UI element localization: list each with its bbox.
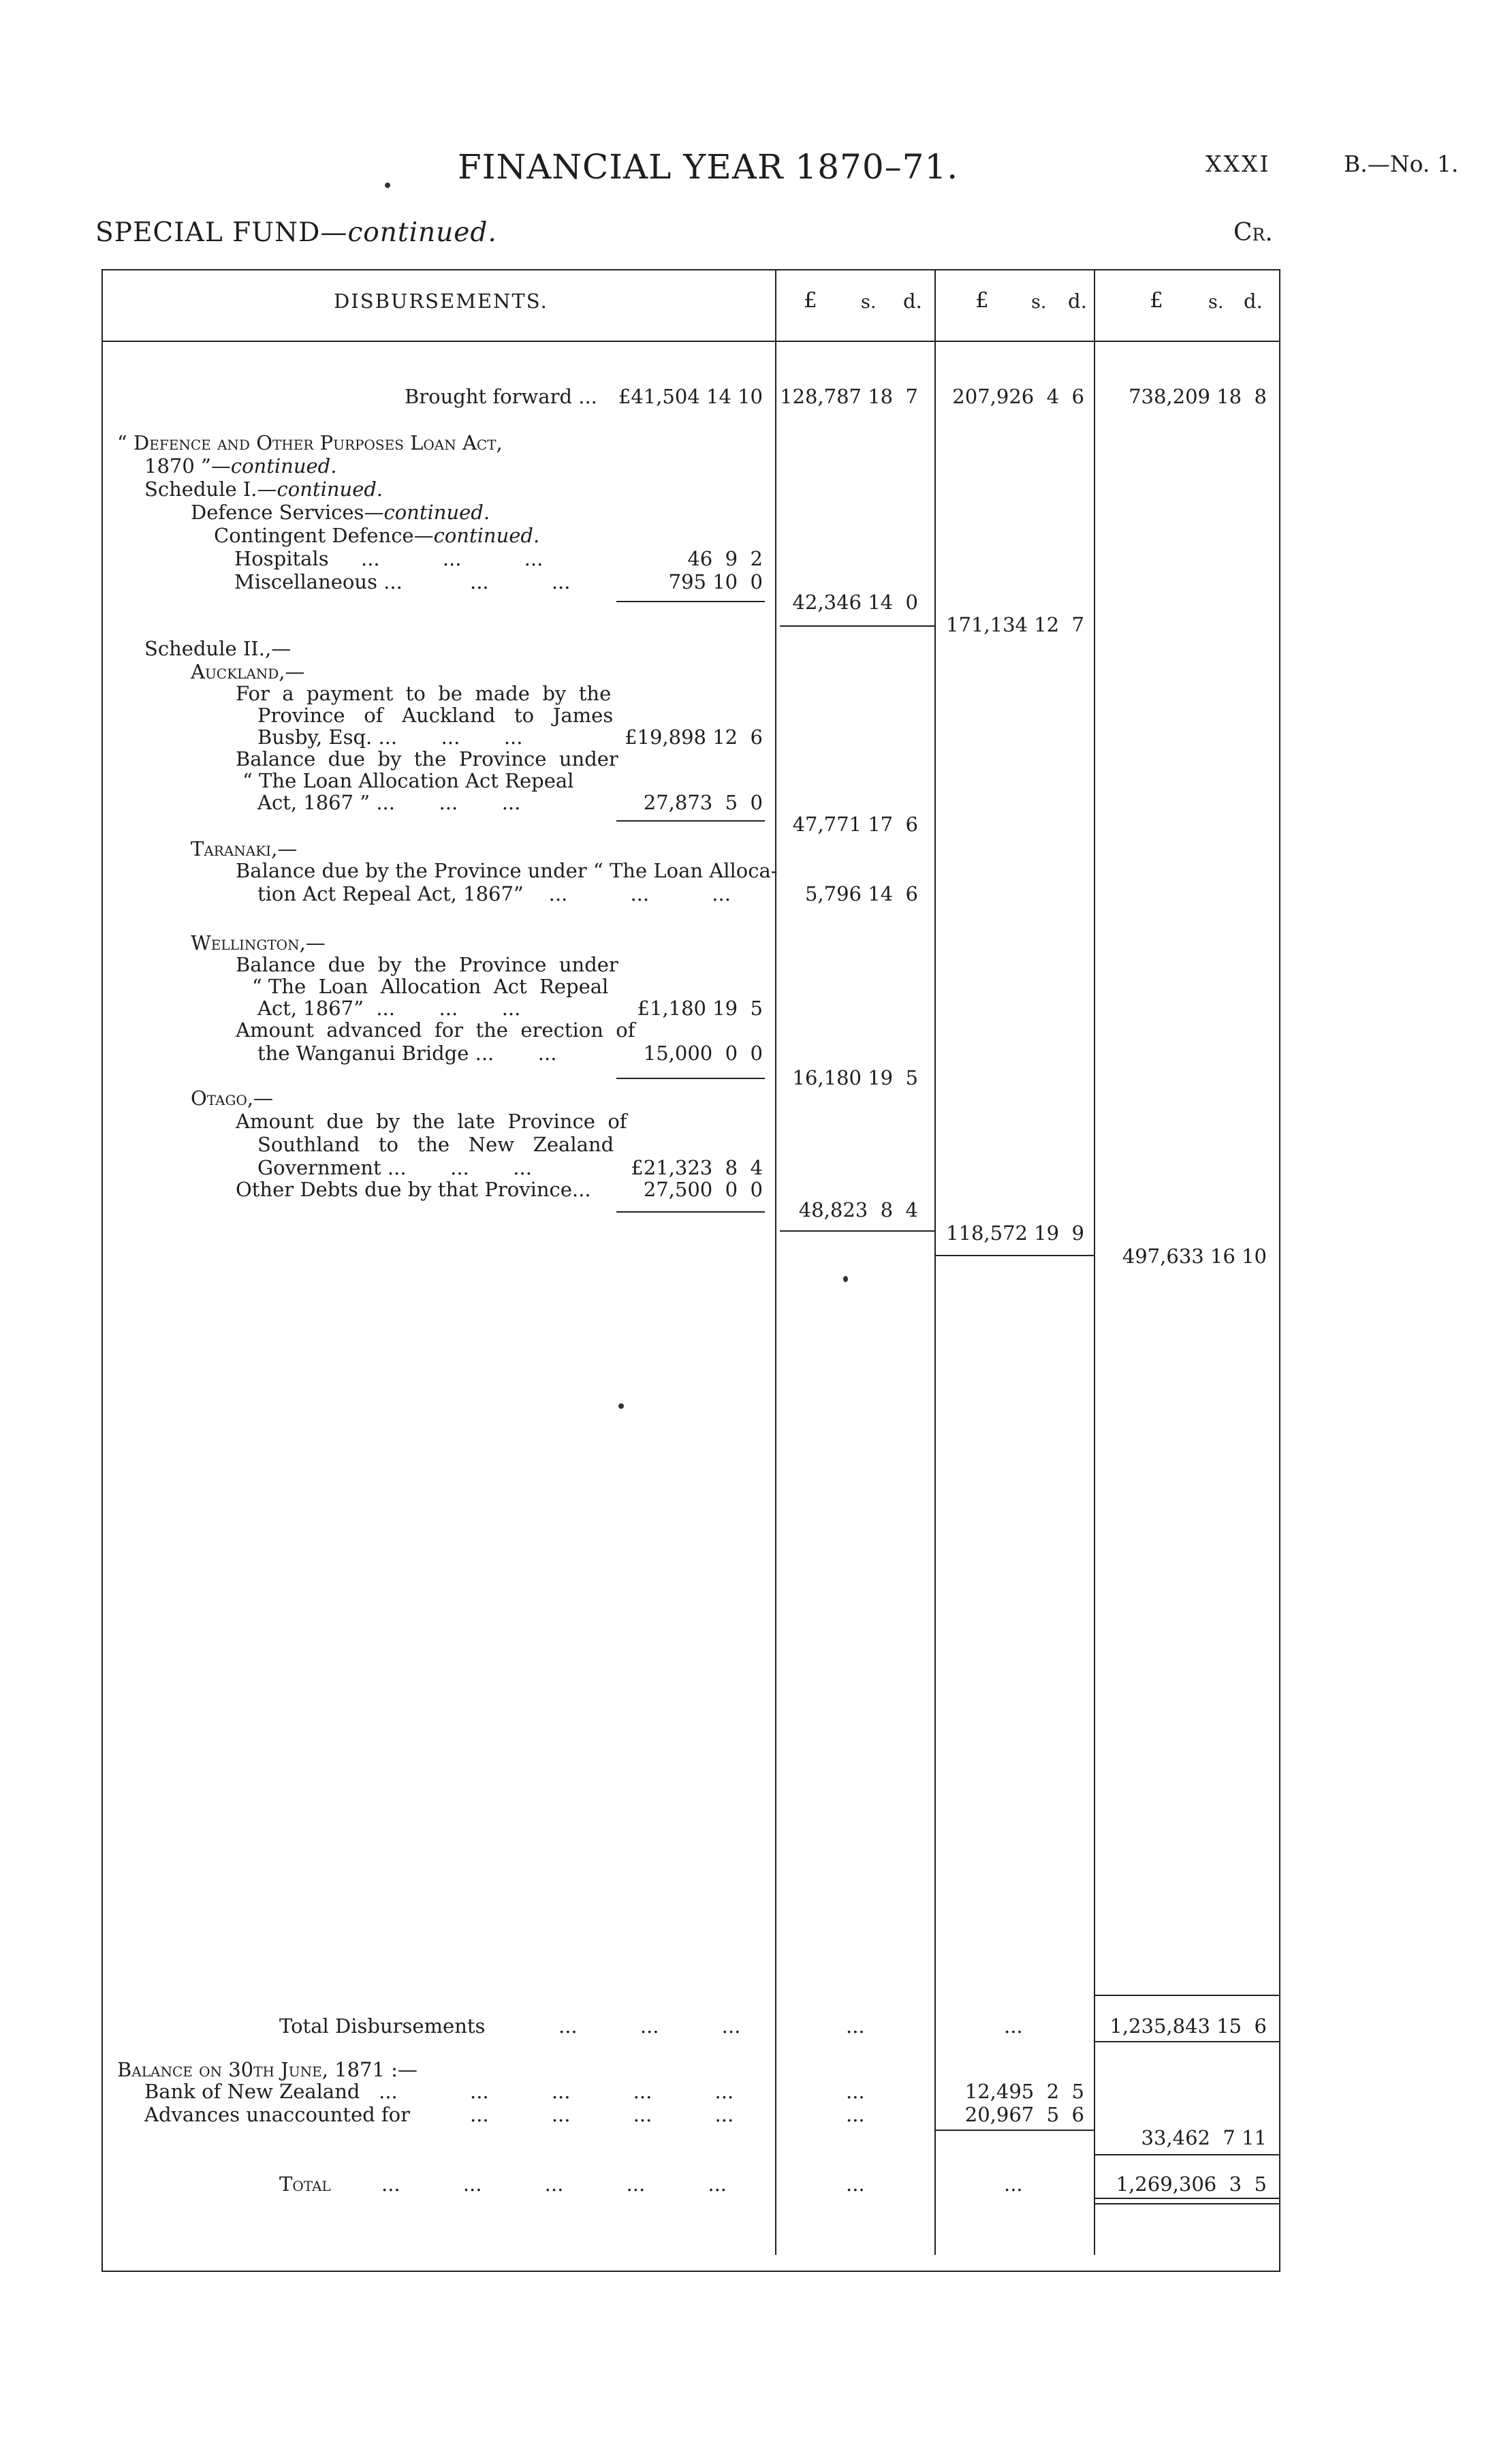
total-disbursements-col1-dots: ...	[846, 2014, 865, 2038]
defence-services-heading: Defence Services—continued.	[191, 501, 490, 524]
otago-line-2: Southland to the New Zealand	[257, 1133, 614, 1156]
bank-value: 12,495 2 5	[964, 2080, 1084, 2103]
auckland-total: 47,771 17 6	[792, 813, 918, 836]
wellington-bridge-amount: 15,000 0 0	[643, 1042, 763, 1065]
wellington-balance-amount: £1,180 19 5	[637, 997, 763, 1020]
auckland-line-5: “ The Loan Allocation Act Repeal	[242, 769, 574, 792]
grand-total-rule	[1094, 2154, 1279, 2155]
wellington-line-3: Act, 1867” ... ... ...	[257, 997, 521, 1020]
balance-total: 33,462 7 11	[1141, 2126, 1267, 2149]
disbursements-header: DISBURSEMENTS.	[334, 290, 548, 313]
grand-total-value: 1,269,306 3 5	[1116, 2172, 1267, 2196]
act-subtotal: 497,633 16 10	[1122, 1245, 1267, 1268]
act-title: “ Defence and Other Purposes Loan Act,	[117, 431, 503, 454]
document-reference: B.—No. 1.	[1344, 151, 1459, 177]
col1-pence-header: d.	[903, 290, 922, 313]
grand-total-col1-dots: ...	[846, 2172, 865, 2196]
column-divider-1	[775, 269, 776, 2255]
print-speck	[618, 1403, 624, 1409]
brought-forward-col1: 128,787 18 7	[780, 385, 918, 408]
auckland-line-3: Busby, Esq. ... ... ...	[257, 726, 523, 749]
hospitals-leaders: ... ... ...	[361, 547, 544, 570]
col2-pence-header: d.	[1068, 290, 1087, 313]
otago-line-4: Other Debts due by that Province...	[236, 1178, 591, 1201]
print-speck	[385, 183, 390, 188]
total-disbursements-leaders: ... ... ...	[558, 2014, 741, 2038]
auckland-line-6: Act, 1867 ” ... ... ...	[257, 791, 521, 814]
wellington-sum-rule	[616, 1078, 765, 1079]
print-speck	[843, 1276, 848, 1282]
fund-continued: continued.	[347, 217, 497, 248]
page-number-roman: XXXI	[1206, 151, 1271, 177]
advances-label: Advances unaccounted for	[144, 2103, 410, 2126]
brought-forward-label: Brought forward ...	[405, 385, 597, 408]
column-divider-2	[934, 269, 936, 2255]
advances-col1-dots: ...	[846, 2103, 865, 2126]
auckland-line-1: For a payment to be made by the	[236, 682, 612, 705]
col3-pence-header: d.	[1244, 290, 1263, 313]
taranaki-line-1: Balance due by the Province under “ The Loan Alloca-	[236, 859, 778, 882]
otago-southland-amount: £21,323 8 4	[631, 1156, 763, 1179]
table-top-rule	[102, 269, 1280, 270]
otago-total: 48,823 8 4	[798, 1198, 918, 1221]
grand-total-label: Total	[279, 2172, 331, 2196]
bank-col1-dots: ...	[846, 2080, 865, 2103]
contingent-sum-rule	[616, 601, 765, 602]
advances-value: 20,967 5 6	[964, 2103, 1084, 2126]
col3-pound-header: £	[1150, 288, 1163, 313]
brought-forward-col2: 207,926 4 6	[952, 385, 1084, 408]
contingent-defence-heading: Contingent Defence—continued.	[214, 524, 540, 547]
table-bottom-rule	[102, 2271, 1280, 2272]
grand-total-leaders: ... ... ... ... ...	[381, 2172, 727, 2196]
schedule-1-heading: Schedule I.—continued.	[144, 478, 383, 501]
wellington-line-4: Amount advanced for the erection of	[236, 1018, 635, 1042]
otago-heading: Otago,—	[191, 1087, 274, 1110]
grand-total-col2-dots: ...	[1004, 2172, 1023, 2196]
schedule-2-col2-rule	[935, 1255, 1094, 1256]
auckland-busby-amount: £19,898 12 6	[625, 726, 763, 749]
contingent-subtotal: 42,346 14 0	[792, 591, 918, 614]
header-rule	[102, 341, 1280, 342]
hospitals-label: Hospitals	[234, 547, 329, 570]
otago-line-1: Amount due by the late Province of	[236, 1110, 627, 1133]
right-border	[1279, 269, 1280, 2272]
wellington-heading: Wellington,—	[191, 931, 326, 954]
advances-leaders: ... ... ... ...	[470, 2103, 734, 2126]
auckland-line-4: Balance due by the Province under	[236, 747, 618, 770]
otago-sum-rule	[616, 1211, 765, 1213]
brought-forward-col3: 738,209 18 8	[1129, 385, 1267, 408]
col2-pound-header: £	[975, 288, 989, 313]
fund-label: SPECIAL FUND—	[95, 217, 348, 248]
taranaki-heading: Taranaki,—	[191, 837, 298, 860]
schedule-1-sum-rule	[780, 625, 935, 627]
col3-shilling-header: s.	[1208, 292, 1224, 313]
total-disbursements-value: 1,235,843 15 6	[1109, 2014, 1267, 2038]
taranaki-total: 5,796 14 6	[804, 882, 918, 905]
total-disbursements-label: Total Disbursements	[279, 2014, 486, 2038]
total-disbursements-under-rule	[1094, 2041, 1279, 2042]
col1-pound-header: £	[804, 288, 817, 313]
column-divider-3	[1094, 269, 1095, 2255]
wellington-line-2: “ The Loan Allocation Act Repeal	[252, 975, 609, 998]
miscellaneous-label: Miscellaneous ...	[234, 570, 403, 593]
wellington-total: 16,180 19 5	[792, 1066, 918, 1089]
taranaki-line-2: tion Act Repeal Act, 1867” ... ... ...	[257, 882, 731, 905]
brought-forward-inner: £41,504 14 10	[618, 385, 763, 408]
grand-total-double-rule-1	[1094, 2198, 1279, 2199]
fund-heading	[95, 219, 497, 246]
left-border	[101, 269, 103, 2272]
otago-other-debts-amount: 27,500 0 0	[643, 1178, 763, 1201]
balance-heading: Balance on 30th June, 1871 :—	[117, 2058, 418, 2081]
miscellaneous-amount: 795 10 0	[668, 570, 763, 593]
hospitals-amount: 46 9 2	[687, 547, 763, 570]
bank-label: Bank of New Zealand ...	[144, 2080, 398, 2103]
schedule-1-subtotal: 171,134 12 7	[946, 613, 1084, 636]
schedule-2-heading: Schedule II.,—	[144, 637, 292, 660]
schedule-2-subtotal: 118,572 19 9	[946, 1221, 1084, 1245]
page-title: FINANCIAL YEAR 1870–71.	[458, 147, 959, 187]
bank-leaders: ... ... ... ...	[470, 2080, 734, 2103]
otago-line-3: Government ... ... ...	[257, 1156, 532, 1179]
balance-sum-rule	[935, 2130, 1094, 2131]
act-title-year: 1870 ”—continued.	[144, 454, 337, 478]
credit-side-label: Cr.	[1233, 219, 1273, 247]
schedule-2-col1-rule	[780, 1230, 935, 1232]
total-disbursements-col2-dots: ...	[1004, 2014, 1023, 2038]
auckland-balance-amount: 27,873 5 0	[643, 791, 763, 814]
wellington-line-5: the Wanganui Bridge ... ...	[257, 1042, 557, 1065]
wellington-line-1: Balance due by the Province under	[236, 953, 618, 976]
auckland-sum-rule	[616, 820, 765, 822]
miscellaneous-leaders: ... ...	[470, 570, 571, 593]
col1-shilling-header: s.	[861, 292, 877, 313]
total-disbursements-rule	[1094, 1995, 1279, 1996]
auckland-line-2: Province of Auckland to James	[257, 704, 614, 727]
grand-total-double-rule-2	[1094, 2203, 1279, 2204]
col2-shilling-header: s.	[1031, 292, 1047, 313]
auckland-heading: Auckland,—	[191, 660, 305, 683]
